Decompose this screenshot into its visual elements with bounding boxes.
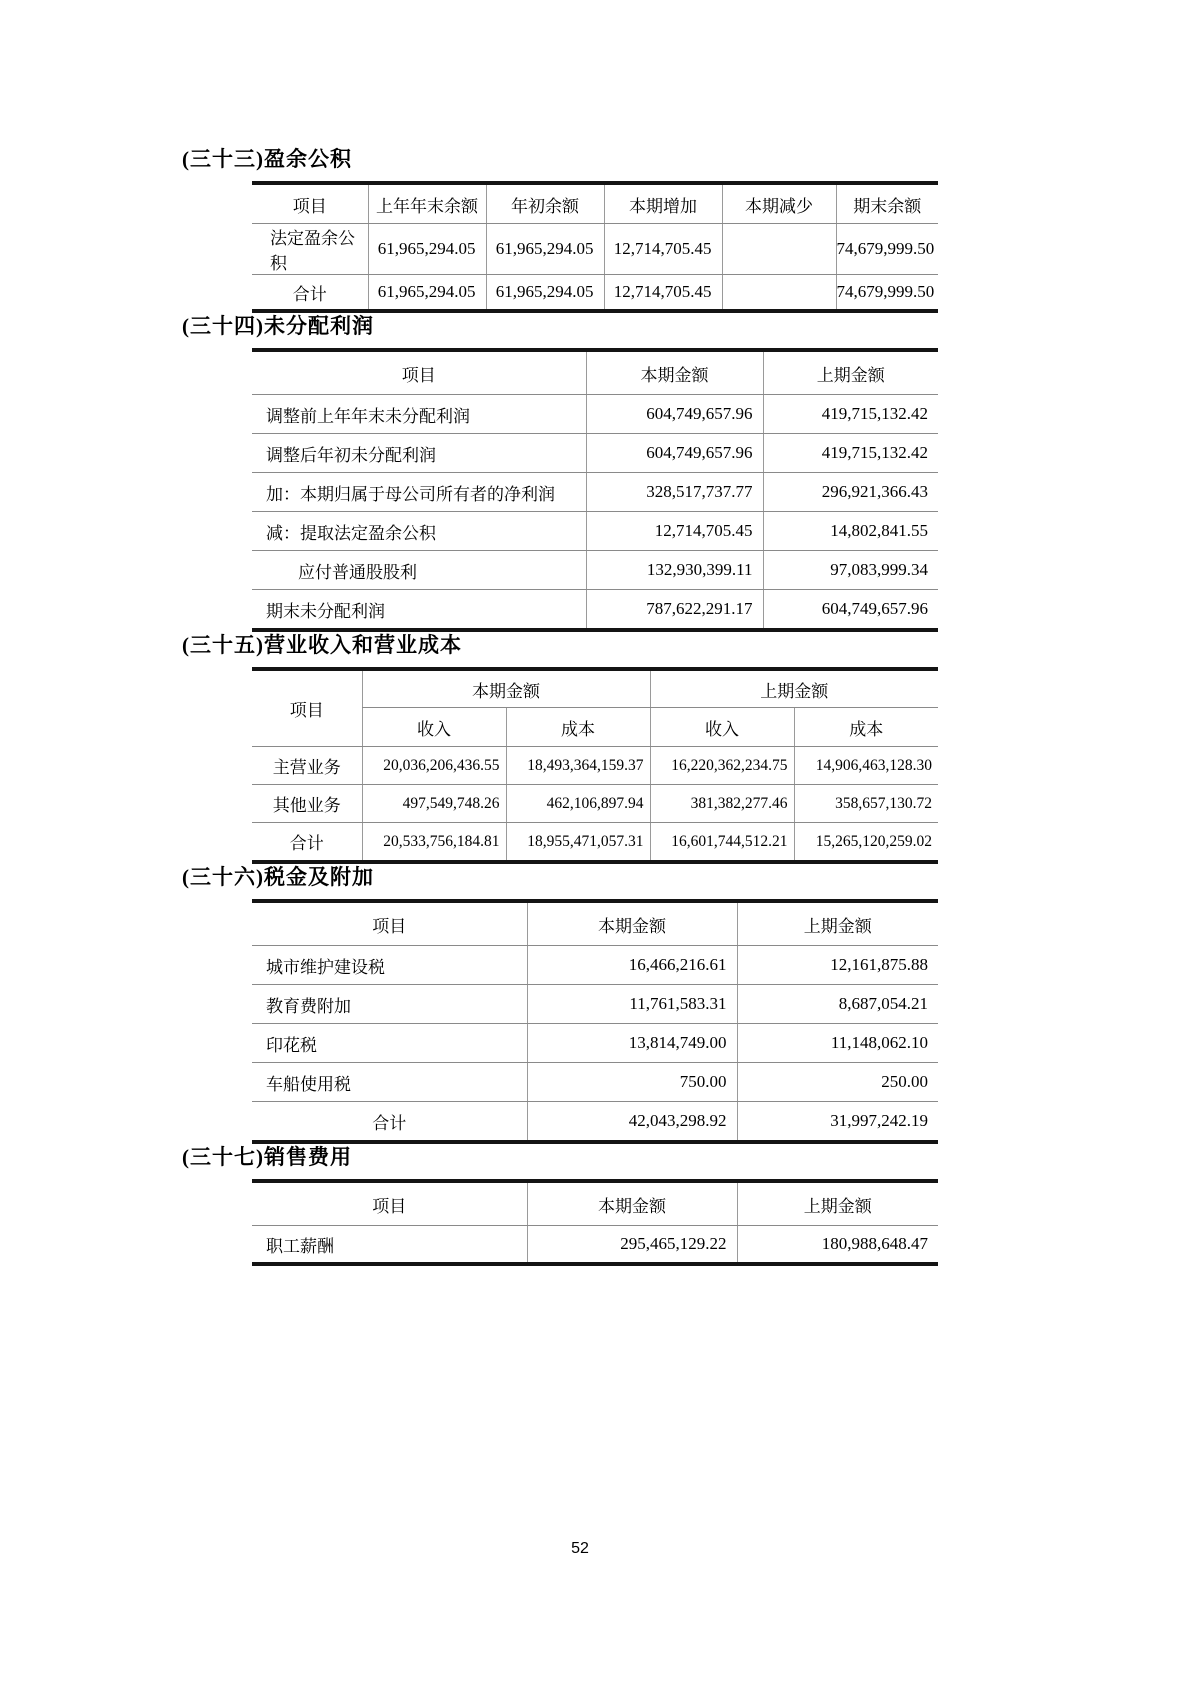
table-header-row xyxy=(252,1181,938,1226)
column-header: 年初余额 xyxy=(486,183,604,224)
amount-cell: 419,715,132.42 xyxy=(763,395,938,434)
selling-expense-table xyxy=(252,1179,938,1266)
amount-cell: 604,749,657.96 xyxy=(586,434,763,473)
column-header: 本期减少 xyxy=(722,183,836,224)
table-row xyxy=(252,395,938,434)
table-row xyxy=(252,1063,938,1102)
item-cell: 调整后年初未分配利润 xyxy=(252,434,586,473)
amount-cell: 250.00 xyxy=(737,1063,938,1102)
column-header: 项目 xyxy=(252,183,368,224)
item-cell: 合计 xyxy=(292,284,327,304)
amount-cell: 97,083,999.34 xyxy=(763,551,938,590)
section-35-heading: (三十五)营业收入和营业成本 xyxy=(182,633,462,657)
amount-cell: 381,382,277.46 xyxy=(650,785,794,823)
amount-cell: 15,265,120,259.02 xyxy=(794,823,938,863)
item-cell: 应付普通股股利 xyxy=(252,551,586,590)
table-row xyxy=(252,1024,938,1063)
page-number: 52 xyxy=(571,1540,589,1557)
item-cell: 职工薪酬 xyxy=(266,1236,334,1256)
table-row xyxy=(252,275,938,312)
column-header: 期末余额 xyxy=(836,183,938,224)
taxes-surcharges-table xyxy=(252,899,938,1144)
undistributed-profit-table xyxy=(252,348,938,632)
amount-cell: 20,036,206,436.55 xyxy=(362,747,506,785)
table-row xyxy=(252,512,938,551)
amount-cell: 328,517,737.77 xyxy=(586,473,763,512)
table-header-row xyxy=(252,901,938,946)
item-cell: 主营业务 xyxy=(252,747,362,785)
amount-cell: 12,714,705.45 xyxy=(604,224,722,275)
table-row xyxy=(252,473,938,512)
item-cell: 减：提取法定盈余公积 xyxy=(252,512,586,551)
column-subheader: 成本 xyxy=(506,708,650,747)
item-cell: 加：本期归属于母公司所有者的净利润 xyxy=(252,473,586,512)
amount-cell: 11,761,583.31 xyxy=(527,985,737,1024)
column-header: 本期金额 xyxy=(527,901,737,946)
amount-cell: 11,148,062.10 xyxy=(737,1024,938,1063)
amount-cell: 180,988,648.47 xyxy=(737,1226,938,1265)
table-row xyxy=(252,747,938,785)
amount-cell: 787,622,291.17 xyxy=(586,590,763,631)
table-row xyxy=(252,590,938,631)
amount-cell: 419,715,132.42 xyxy=(763,434,938,473)
amount-cell: 61,965,294.05 xyxy=(486,224,604,275)
column-subheader: 收入 xyxy=(650,708,794,747)
amount-cell xyxy=(722,224,836,275)
table-row xyxy=(252,823,938,863)
table-row xyxy=(252,551,938,590)
table-row xyxy=(252,224,938,275)
amount-cell: 462,106,897.94 xyxy=(506,785,650,823)
amount-cell: 12,161,875.88 xyxy=(737,946,938,985)
section-37-heading: (三十七)销售费用 xyxy=(182,1145,352,1169)
amount-cell: 13,814,749.00 xyxy=(527,1024,737,1063)
table-header-row xyxy=(252,183,938,224)
column-header: 上期金额 xyxy=(737,901,938,946)
item-cell: 教育费附加 xyxy=(252,985,527,1024)
amount-cell: 14,906,463,128.30 xyxy=(794,747,938,785)
column-header: 项目 xyxy=(252,901,527,946)
amount-cell: 42,043,298.92 xyxy=(527,1102,737,1143)
report-page-content xyxy=(182,146,942,1266)
item-cell: 期末未分配利润 xyxy=(266,601,385,621)
column-subheader: 收入 xyxy=(362,708,506,747)
amount-cell: 20,533,756,184.81 xyxy=(362,823,506,863)
column-header: 上期金额 xyxy=(763,350,938,395)
amount-cell: 358,657,130.72 xyxy=(794,785,938,823)
amount-cell: 61,965,294.05 xyxy=(486,275,604,312)
column-header: 本期金额 xyxy=(586,350,763,395)
column-header: 项目 xyxy=(252,1181,527,1226)
column-group-header: 本期金额 xyxy=(362,669,650,708)
amount-cell: 61,965,294.05 xyxy=(368,275,486,312)
amount-cell: 12,714,705.45 xyxy=(586,512,763,551)
amount-cell: 18,955,471,057.31 xyxy=(506,823,650,863)
amount-cell xyxy=(722,275,836,312)
amount-cell: 18,493,364,159.37 xyxy=(506,747,650,785)
item-cell: 车船使用税 xyxy=(252,1063,527,1102)
section-34-heading: (三十四)未分配利润 xyxy=(182,314,374,338)
amount-cell: 132,930,399.11 xyxy=(586,551,763,590)
amount-cell: 604,749,657.96 xyxy=(586,395,763,434)
section-33-heading: (三十三)盈余公积 xyxy=(182,147,352,171)
amount-cell: 61,965,294.05 xyxy=(368,224,486,275)
amount-cell: 74,679,999.50 xyxy=(836,224,938,275)
amount-cell: 14,802,841.55 xyxy=(763,512,938,551)
column-header: 上期金额 xyxy=(737,1181,938,1226)
amount-cell: 295,465,129.22 xyxy=(527,1226,737,1265)
item-cell: 合计 xyxy=(372,1113,407,1133)
item-cell: 城市维护建设税 xyxy=(252,946,527,985)
item-cell: 其他业务 xyxy=(252,785,362,823)
table-row xyxy=(252,434,938,473)
amount-cell: 16,466,216.61 xyxy=(527,946,737,985)
table-row xyxy=(252,1102,938,1143)
item-cell: 合计 xyxy=(289,834,324,853)
column-subheader: 成本 xyxy=(794,708,938,747)
item-cell: 法定盈余公积 xyxy=(252,224,368,275)
surplus-reserve-table xyxy=(252,181,938,313)
item-cell: 调整前上年年末未分配利润 xyxy=(252,395,586,434)
section-36-heading: (三十六)税金及附加 xyxy=(182,865,374,889)
table-header-row xyxy=(252,350,938,395)
amount-cell: 750.00 xyxy=(527,1063,737,1102)
table-row xyxy=(252,985,938,1024)
column-header: 项目 xyxy=(252,669,362,747)
amount-cell: 16,220,362,234.75 xyxy=(650,747,794,785)
amount-cell: 604,749,657.96 xyxy=(763,590,938,631)
amount-cell: 497,549,748.26 xyxy=(362,785,506,823)
column-header: 本期增加 xyxy=(604,183,722,224)
table-row xyxy=(252,785,938,823)
table-row xyxy=(252,1226,938,1265)
column-group-header: 上期金额 xyxy=(650,669,938,708)
amount-cell: 8,687,054.21 xyxy=(737,985,938,1024)
column-header: 上年年末余额 xyxy=(368,183,486,224)
table-row xyxy=(252,946,938,985)
revenue-cost-table xyxy=(252,667,938,864)
amount-cell: 31,997,242.19 xyxy=(737,1102,938,1143)
item-cell: 印花税 xyxy=(252,1024,527,1063)
column-header: 本期金额 xyxy=(527,1181,737,1226)
column-header: 项目 xyxy=(252,350,586,395)
amount-cell: 16,601,744,512.21 xyxy=(650,823,794,863)
amount-cell: 296,921,366.43 xyxy=(763,473,938,512)
amount-cell: 74,679,999.50 xyxy=(836,275,938,312)
amount-cell: 12,714,705.45 xyxy=(604,275,722,312)
table-header-row xyxy=(252,669,938,708)
